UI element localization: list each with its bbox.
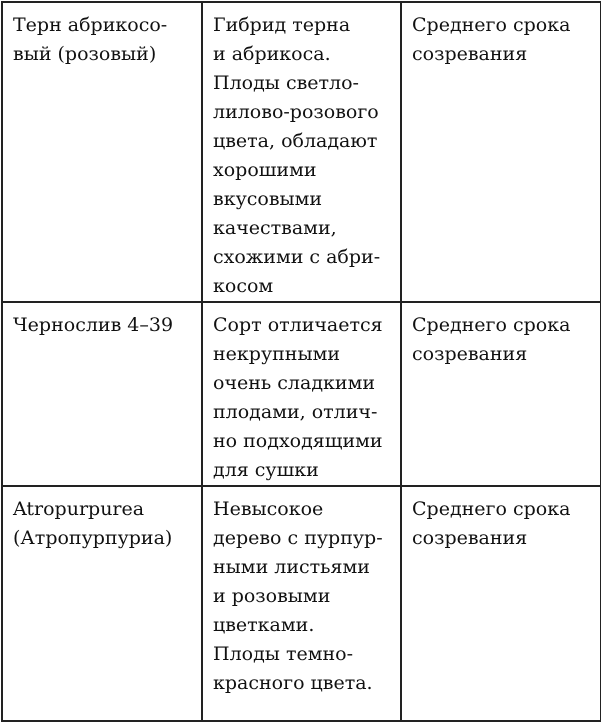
table-row — [2, 2, 601, 302]
text-line: ными листьями — [213, 556, 370, 578]
text-line: Терн абрикосо- — [13, 14, 168, 36]
text-line: созревания — [412, 43, 528, 65]
text-line: плодами, отлич- — [213, 401, 378, 423]
text-line: качествами, — [213, 217, 337, 239]
plum-varieties-table — [1, 1, 601, 722]
variety-description-cell — [202, 486, 401, 721]
text-line: Невысокое — [213, 498, 324, 520]
variety-name-cell — [2, 486, 202, 721]
text-line: и розовыми — [213, 585, 331, 607]
variety-name-cell — [2, 302, 202, 486]
ripening-period-cell — [401, 486, 601, 721]
text-line: Плоды темно- — [213, 643, 353, 665]
text-line: схожими с абри- — [213, 246, 381, 268]
text-line: Сорт отличается — [213, 314, 383, 336]
text-line: цветками. — [213, 614, 315, 636]
text-line: хорошими — [213, 159, 317, 181]
text-line: косом — [213, 275, 274, 297]
text-line: созревания — [412, 527, 528, 549]
text-line: Чернослив 4–39 — [13, 314, 174, 336]
text-line: дерево с пурпур- — [213, 527, 383, 549]
text-line: некрупными — [213, 343, 341, 365]
text-line: вый (розовый) — [13, 43, 157, 65]
variety-description-cell — [202, 2, 401, 302]
table-row — [2, 302, 601, 486]
text-line: лилово-розового — [213, 101, 379, 123]
text-line: Atropurpurea — [13, 498, 145, 520]
text-line: созревания — [412, 343, 528, 365]
text-line: для сушки — [213, 459, 319, 481]
text-line: очень сладкими — [213, 372, 376, 394]
ripening-period-cell — [401, 302, 601, 486]
table-row — [2, 486, 601, 721]
text-line: и абрикоса. — [213, 43, 331, 65]
text-line: (Атропурпуриа) — [13, 527, 173, 549]
text-line: Среднего срока — [412, 314, 571, 336]
text-line: Среднего срока — [412, 14, 571, 36]
text-line: цвета, обладают — [213, 130, 378, 152]
text-line: Гибрид терна — [213, 14, 351, 36]
text-line: Среднего срока — [412, 498, 571, 520]
text-line: но подходящими — [213, 430, 383, 452]
variety-description-cell — [202, 302, 401, 486]
text-line: красного цвета. — [213, 672, 373, 694]
text-line: вкусовыми — [213, 188, 323, 210]
text-line: Плоды светло- — [213, 72, 359, 94]
variety-name-cell — [2, 2, 202, 302]
ripening-period-cell — [401, 2, 601, 302]
